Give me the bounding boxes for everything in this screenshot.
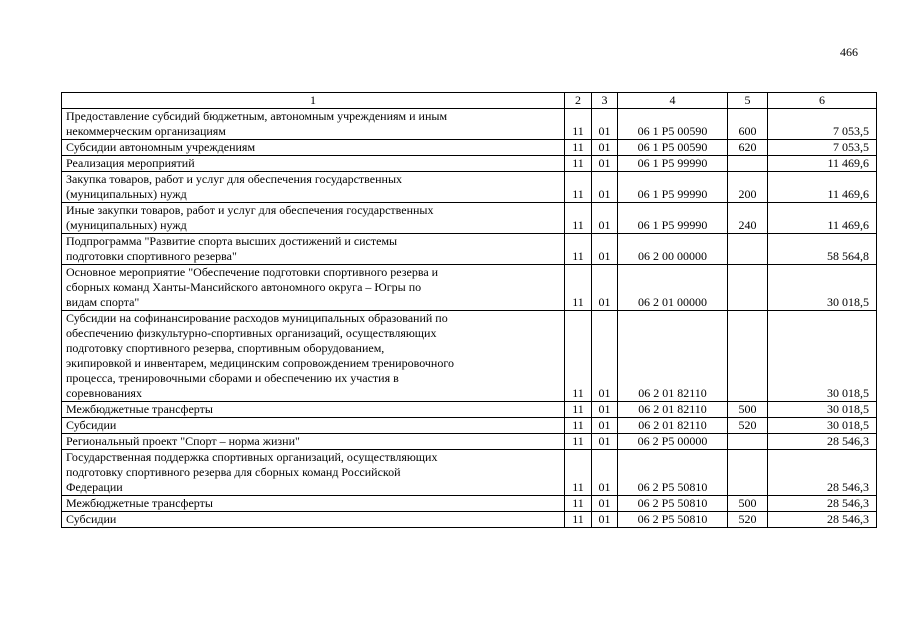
subsection-cell: 01 <box>592 418 618 434</box>
target-article-cell: 06 1 P5 00590 <box>618 109 728 140</box>
row-name-line: (муниципальных) нужд <box>66 187 187 201</box>
row-name-line: процесса, тренировочными сборами и обеспечению их участия в <box>66 371 399 385</box>
row-name-cell <box>62 172 565 203</box>
subsection-cell: 01 <box>592 156 618 172</box>
section-cell: 11 <box>565 265 592 311</box>
subsection-cell: 01 <box>592 234 618 265</box>
row-name-line: соревнованиях <box>66 386 142 400</box>
expense-type-cell <box>728 234 768 265</box>
subsection-cell: 01 <box>592 434 618 450</box>
amount-cell: 30 018,5 <box>768 265 877 311</box>
section-cell: 11 <box>565 496 592 512</box>
expense-type-cell <box>728 450 768 496</box>
amount-cell: 28 546,3 <box>768 496 877 512</box>
amount-cell: 30 018,5 <box>768 311 877 402</box>
row-name-cell <box>62 512 565 528</box>
section-cell: 11 <box>565 172 592 203</box>
budget-table <box>61 92 877 528</box>
section-cell: 11 <box>565 203 592 234</box>
expense-type-cell <box>728 156 768 172</box>
table-row <box>62 434 877 450</box>
row-name-line: Региональный проект "Спорт – норма жизни" <box>66 434 300 448</box>
amount-cell: 30 018,5 <box>768 402 877 418</box>
section-cell: 11 <box>565 311 592 402</box>
table-row <box>62 311 877 402</box>
row-name-cell <box>62 418 565 434</box>
amount-cell: 28 546,3 <box>768 434 877 450</box>
expense-type-cell: 500 <box>728 402 768 418</box>
target-article-cell: 06 2 P5 50810 <box>618 496 728 512</box>
target-article-cell: 06 2 P5 00000 <box>618 434 728 450</box>
row-name-line: обеспечению физкультурно-спортивных организаций, осуществляющих <box>66 326 437 340</box>
header-cell-1: 1 <box>62 93 565 109</box>
row-name-cell <box>62 402 565 418</box>
target-article-cell: 06 1 P5 99990 <box>618 172 728 203</box>
amount-cell: 11 469,6 <box>768 156 877 172</box>
target-article-cell: 06 1 P5 99990 <box>618 203 728 234</box>
section-cell: 11 <box>565 512 592 528</box>
expense-type-cell: 520 <box>728 512 768 528</box>
row-name-line: Субсидии <box>66 418 117 432</box>
amount-cell: 58 564,8 <box>768 234 877 265</box>
row-name-line: сборных команд Ханты-Мансийского автономного округа – Югры по <box>66 280 422 294</box>
row-name-line: Субсидии <box>66 512 117 526</box>
table-row <box>62 496 877 512</box>
row-name-line: подготовку спортивного резерва для сборных команд Российской <box>66 465 401 479</box>
section-cell: 11 <box>565 140 592 156</box>
table-row <box>62 450 877 496</box>
amount-cell: 30 018,5 <box>768 418 877 434</box>
row-name-line: экипировкой и инвентарем, медицинским сопровождением тренировочного <box>66 356 454 370</box>
header-cell-4: 4 <box>618 93 728 109</box>
target-article-cell: 06 2 P5 50810 <box>618 450 728 496</box>
row-name-cell <box>62 450 565 496</box>
expense-type-cell: 520 <box>728 418 768 434</box>
expense-type-cell: 600 <box>728 109 768 140</box>
amount-cell: 7 053,5 <box>768 109 877 140</box>
amount-cell: 7 053,5 <box>768 140 877 156</box>
expense-type-cell: 620 <box>728 140 768 156</box>
table-row <box>62 402 877 418</box>
table-row <box>62 140 877 156</box>
subsection-cell: 01 <box>592 140 618 156</box>
expense-type-cell <box>728 265 768 311</box>
expense-type-cell <box>728 311 768 402</box>
row-name-line: подготовки спортивного резерва" <box>66 249 237 263</box>
subsection-cell: 01 <box>592 203 618 234</box>
row-name-cell <box>62 311 565 402</box>
section-cell: 11 <box>565 418 592 434</box>
header-cell-3: 3 <box>592 93 618 109</box>
target-article-cell: 06 2 01 00000 <box>618 265 728 311</box>
header-row <box>62 93 877 109</box>
table-row <box>62 203 877 234</box>
row-name-line: подготовку спортивного резерва, спортивным оборудованием, <box>66 341 385 355</box>
row-name-line: Реализация мероприятий <box>66 156 195 170</box>
expense-type-cell: 240 <box>728 203 768 234</box>
section-cell: 11 <box>565 234 592 265</box>
row-name-line: Подпрограмма "Развитие спорта высших достижений и системы <box>66 234 398 248</box>
subsection-cell: 01 <box>592 172 618 203</box>
subsection-cell: 01 <box>592 512 618 528</box>
section-cell: 11 <box>565 402 592 418</box>
row-name-cell <box>62 234 565 265</box>
target-article-cell: 06 1 P5 00590 <box>618 140 728 156</box>
row-name-line: (муниципальных) нужд <box>66 218 187 232</box>
section-cell: 11 <box>565 434 592 450</box>
row-name-line: Предоставление субсидий бюджетным, автономным учреждениям и иным <box>66 109 448 123</box>
table-row <box>62 265 877 311</box>
subsection-cell: 01 <box>592 402 618 418</box>
row-name-cell <box>62 265 565 311</box>
expense-type-cell: 500 <box>728 496 768 512</box>
section-cell: 11 <box>565 156 592 172</box>
expense-type-cell <box>728 434 768 450</box>
subsection-cell: 01 <box>592 450 618 496</box>
row-name-line: Федерации <box>66 480 123 494</box>
header-cell-5: 5 <box>728 93 768 109</box>
target-article-cell: 06 2 01 82110 <box>618 418 728 434</box>
page-number: 466 <box>840 45 858 59</box>
row-name-line: Государственная поддержка спортивных организаций, осуществляющих <box>66 450 438 464</box>
section-cell: 11 <box>565 109 592 140</box>
row-name-line: Основное мероприятие "Обеспечение подготовки спортивного резерва и <box>66 265 439 279</box>
row-name-line: Субсидии на софинансирование расходов муниципальных образований по <box>66 311 448 325</box>
table-row <box>62 418 877 434</box>
subsection-cell: 01 <box>592 311 618 402</box>
table-row <box>62 512 877 528</box>
amount-cell: 28 546,3 <box>768 450 877 496</box>
row-name-cell <box>62 203 565 234</box>
row-name-line: Субсидии автономным учреждениям <box>66 140 256 154</box>
target-article-cell: 06 2 P5 50810 <box>618 512 728 528</box>
row-name-line: Межбюджетные трансферты <box>66 496 213 510</box>
row-name-line: Межбюджетные трансферты <box>66 402 213 416</box>
table-row <box>62 156 877 172</box>
subsection-cell: 01 <box>592 265 618 311</box>
table-row <box>62 109 877 140</box>
row-name-cell <box>62 496 565 512</box>
table-row <box>62 234 877 265</box>
target-article-cell: 06 2 00 00000 <box>618 234 728 265</box>
row-name-cell <box>62 109 565 140</box>
target-article-cell: 06 2 01 82110 <box>618 311 728 402</box>
subsection-cell: 01 <box>592 496 618 512</box>
row-name-line: Закупка товаров, работ и услуг для обеспечения государственных <box>66 172 403 186</box>
row-name-cell <box>62 156 565 172</box>
table-row <box>62 172 877 203</box>
amount-cell: 11 469,6 <box>768 172 877 203</box>
row-name-cell <box>62 140 565 156</box>
row-name-line: Иные закупки товаров, работ и услуг для обеспечения государственных <box>66 203 434 217</box>
amount-cell: 11 469,6 <box>768 203 877 234</box>
section-cell: 11 <box>565 450 592 496</box>
subsection-cell: 01 <box>592 109 618 140</box>
row-name-line: некоммерческим организациям <box>66 124 226 138</box>
target-article-cell: 06 2 01 82110 <box>618 402 728 418</box>
header-cell-2: 2 <box>565 93 592 109</box>
row-name-line: видам спорта" <box>66 295 140 309</box>
expense-type-cell: 200 <box>728 172 768 203</box>
header-cell-6: 6 <box>768 93 877 109</box>
row-name-cell <box>62 434 565 450</box>
amount-cell: 28 546,3 <box>768 512 877 528</box>
target-article-cell: 06 1 P5 99990 <box>618 156 728 172</box>
